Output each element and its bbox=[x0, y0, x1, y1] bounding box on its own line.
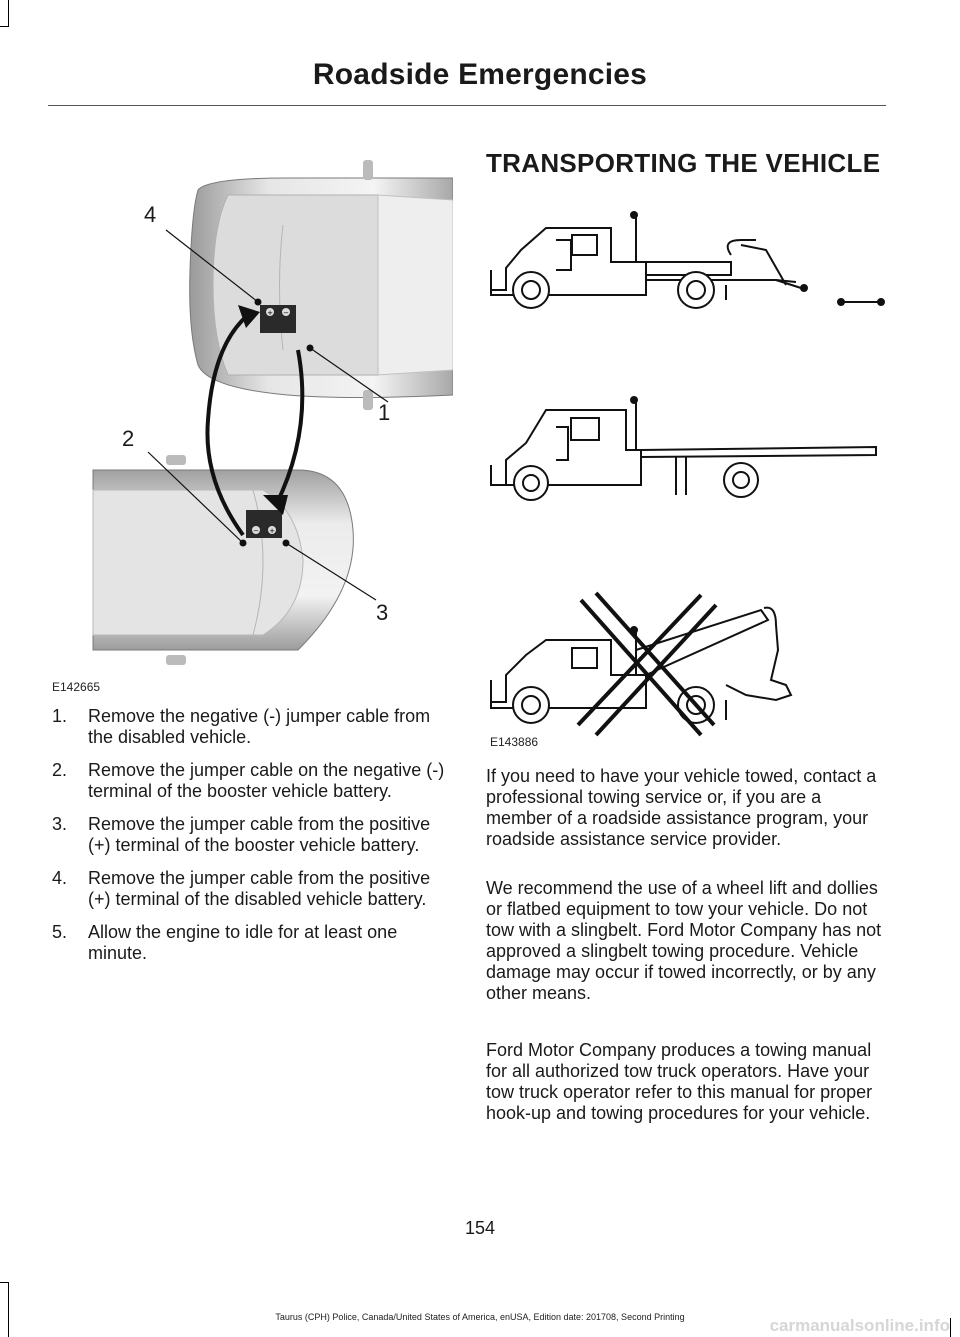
figure-code: E143886 bbox=[490, 735, 539, 749]
list-item: 1. Remove the negative (-) jumper cable from the disabled vehicle. bbox=[52, 706, 431, 747]
paragraph: We recommend the use of a wheel lift and dollies or flatbed equipment to tow your vehicle. Do not tow with a slingbelt. Ford Motor Company has not approved a slingbelt towing procedure. Vehicle damage may occur if towed incorrectly, or by any other means. bbox=[486, 878, 882, 1003]
svg-text:+: + bbox=[267, 309, 273, 317]
paragraph: If you need to have your vehicle towed, contact a professional towing service or, if you are a member of a roadside assistance program, your roadside assistance service provider. bbox=[486, 766, 877, 849]
disabled-battery bbox=[260, 305, 296, 333]
page-number: 154 bbox=[464, 1218, 496, 1238]
callout-3: 3 bbox=[376, 600, 389, 625]
callout-1: 1 bbox=[378, 400, 391, 425]
figure-code: E142665 bbox=[52, 680, 101, 694]
tow-trucks-diagram bbox=[486, 200, 891, 750]
removal-steps-list bbox=[48, 706, 453, 976]
tow-trucks-figure bbox=[486, 200, 891, 750]
crop-mark bbox=[0, 1282, 9, 1283]
list-item: 2. Remove the jumper cable on the negative (-) terminal of the booster vehicle battery. bbox=[52, 760, 445, 801]
header-divider bbox=[48, 105, 886, 106]
page-header-title: Roadside Emergencies bbox=[312, 58, 648, 91]
disabled-vehicle bbox=[190, 160, 453, 410]
watermark: carmanualsonline.info bbox=[769, 1316, 950, 1335]
list-item: 4. Remove the jumper cable from the positive (+) terminal of the disabled vehicle battery. bbox=[52, 868, 431, 909]
flatbed-truck bbox=[491, 397, 876, 500]
wheel-lift-truck bbox=[491, 212, 884, 308]
jump-start-figure bbox=[48, 150, 453, 695]
list-item: 5. Allow the engine to idle for at least one minute. bbox=[52, 922, 398, 963]
footer-text: Taurus (CPH) Police, Canada/United States of America, enUSA, Edition date: 201708, Second Printing bbox=[275, 1312, 685, 1322]
section-title: TRANSPORTING THE VEHICLE bbox=[486, 148, 881, 178]
crop-mark bbox=[8, 1282, 9, 1337]
crop-mark bbox=[8, 0, 9, 26]
booster-vehicle bbox=[93, 455, 353, 665]
list-item: 3. Remove the jumper cable from the positive (+) terminal of the booster vehicle battery. bbox=[52, 814, 431, 855]
jump-start-diagram bbox=[48, 150, 453, 695]
svg-text:−: − bbox=[283, 309, 289, 317]
svg-text:+: + bbox=[269, 527, 275, 535]
booster-battery bbox=[246, 510, 282, 538]
callout-4: 4 bbox=[144, 202, 157, 227]
paragraph: Ford Motor Company produces a towing manual for all authorized tow truck operators. Have your tow truck operator refer to this manual for proper hook-up and towing procedures for your vehicle. bbox=[486, 1040, 873, 1123]
crop-mark bbox=[0, 26, 9, 27]
callout-2: 2 bbox=[122, 426, 135, 451]
svg-text:−: − bbox=[253, 527, 259, 535]
